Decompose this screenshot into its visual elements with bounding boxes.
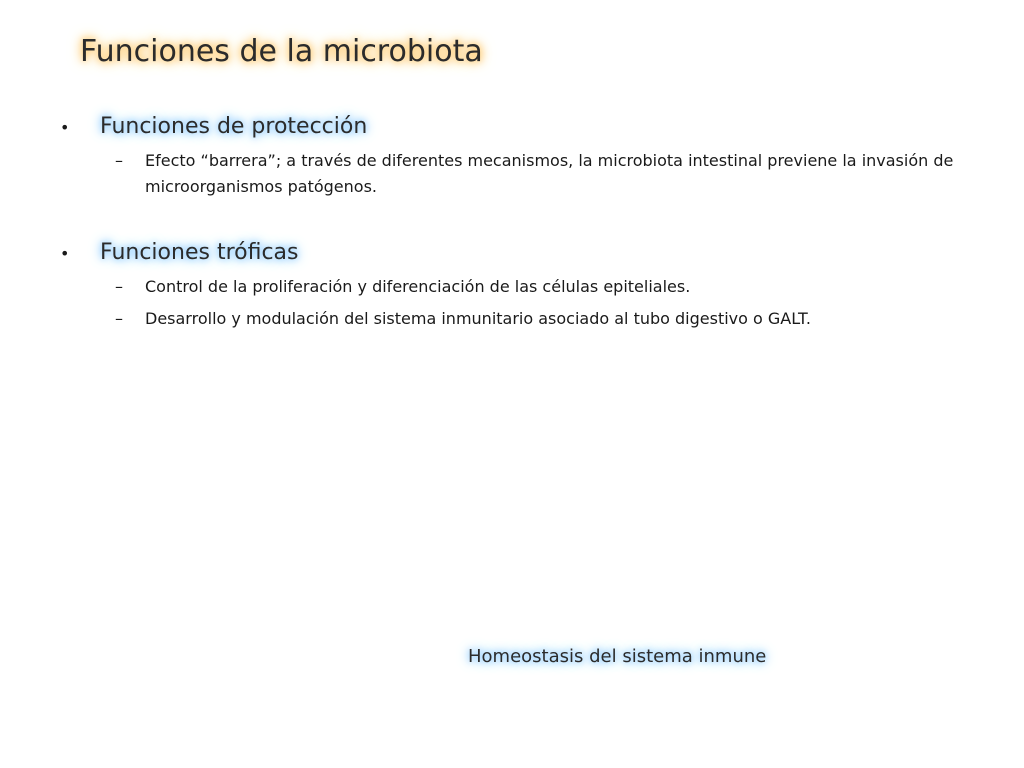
sub-item-text: Desarrollo y modulación del sistema inmunitario asociado al tubo digestivo o GALT.	[145, 309, 811, 328]
bullet-troficas	[0, 238, 1024, 274]
section-troficas	[0, 238, 1024, 332]
heading-troficas: Funciones tróficas	[100, 240, 299, 265]
dash-marker: –	[115, 309, 123, 328]
sub-item-text: Efecto “barrera”; a través de diferentes mecanismos, la microbiota intestinal previene la invasión de microorganismos patógenos.	[145, 151, 954, 196]
slide-title: Funciones de la microbiota	[80, 34, 483, 69]
sub-item-proliferacion	[0, 274, 1024, 300]
section-proteccion	[0, 112, 1024, 200]
bullet-dot: •	[60, 244, 70, 263]
dash-marker: –	[115, 277, 123, 296]
callout-homeostasis: Homeostasis del sistema inmune	[468, 646, 767, 667]
sub-item-text: Control de la proliferación y diferenciación de las células epiteliales.	[145, 277, 691, 296]
bullet-dot: •	[60, 118, 70, 137]
bullet-proteccion	[0, 112, 1024, 148]
heading-proteccion: Funciones de protección	[100, 114, 368, 139]
dash-marker: –	[115, 151, 123, 170]
sub-item-barrera	[0, 148, 1024, 200]
sub-item-galt	[0, 306, 1024, 332]
